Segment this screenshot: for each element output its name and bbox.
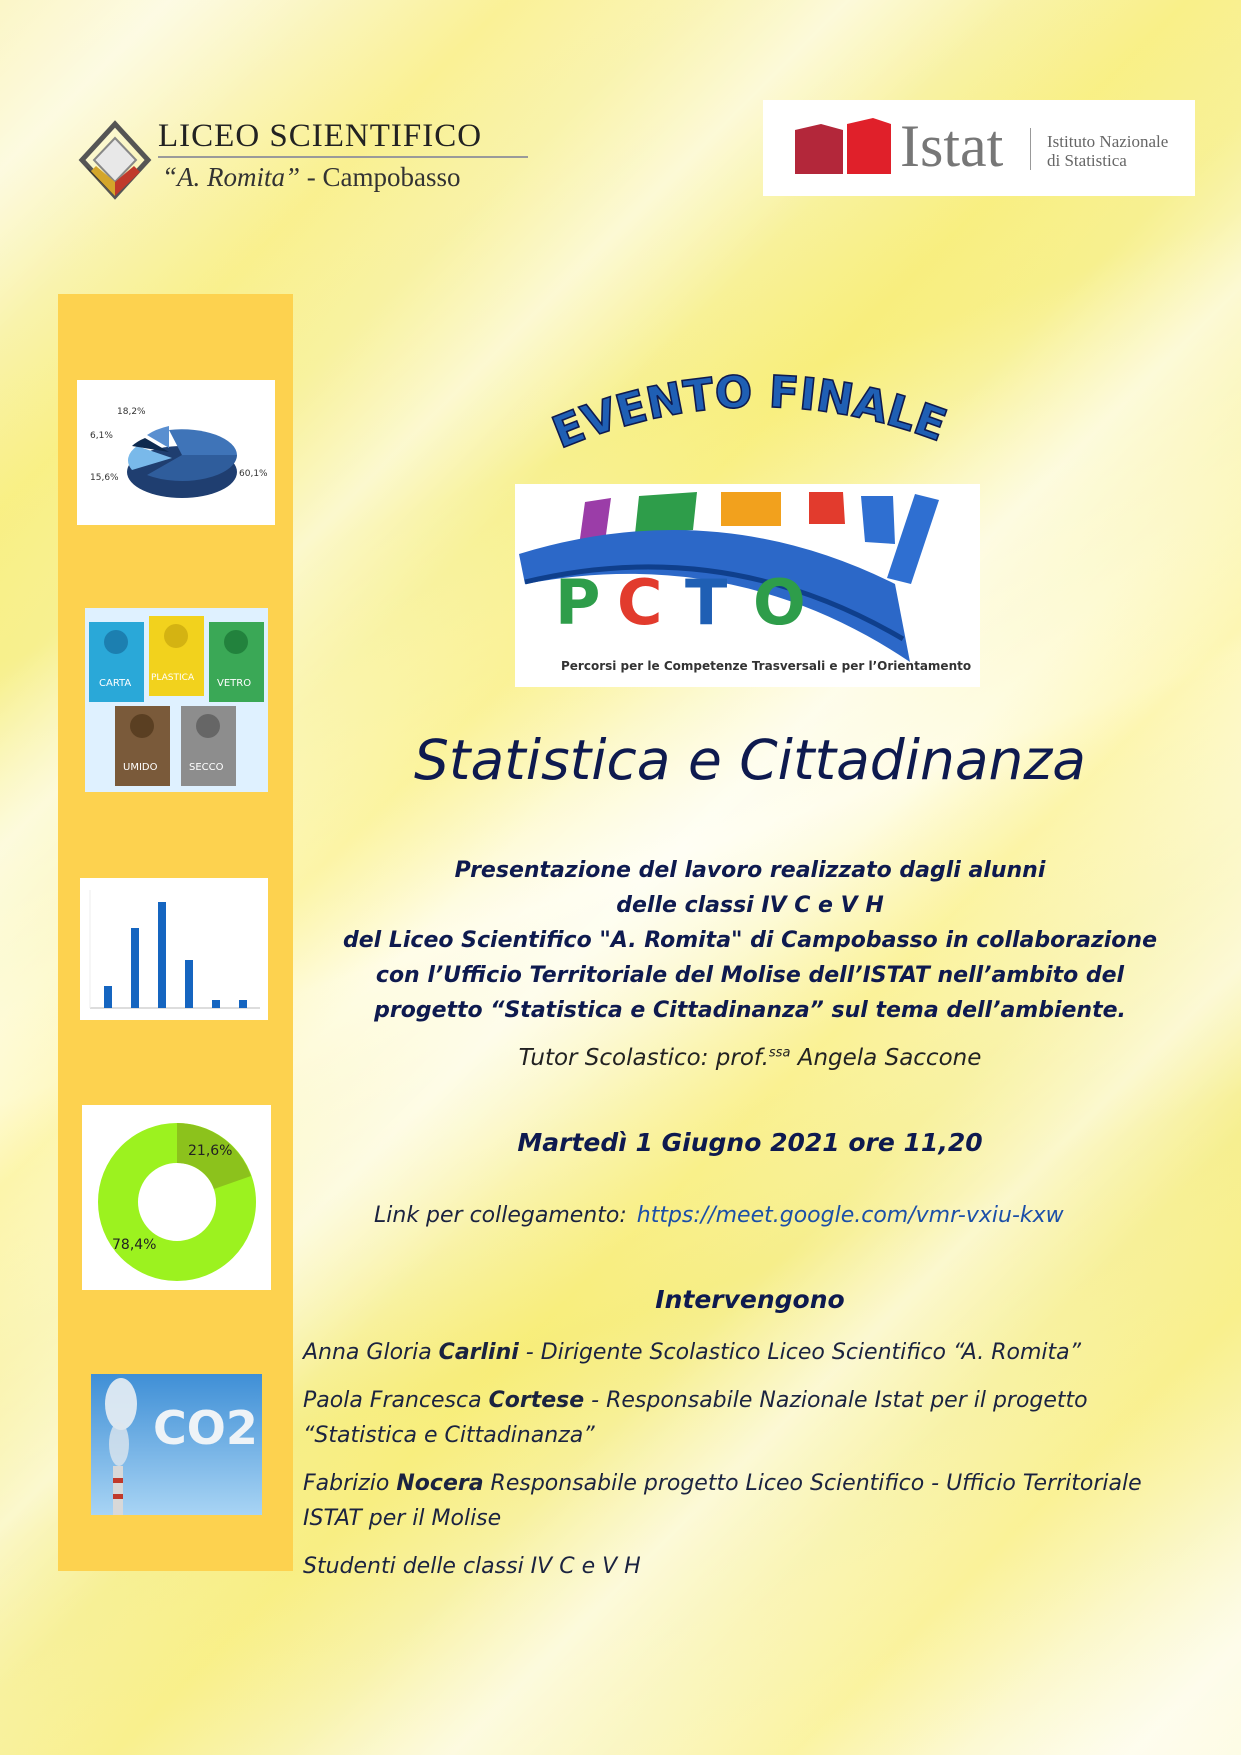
meeting-link-label: Link per collegamento: xyxy=(374,1203,627,1228)
istat-desc-line1: Istituto Nazionale xyxy=(1047,132,1169,151)
liceo-emblem-icon xyxy=(78,120,152,200)
main-title: Statistica e Cittadinanza xyxy=(414,728,1086,792)
donut-chart-graphic xyxy=(82,1105,271,1290)
istat-blocks-icon xyxy=(793,116,893,178)
speaker-role: - Dirigente Scolastico Liceo Scientifico “A. Romita” xyxy=(518,1340,1082,1365)
evento-finale-title xyxy=(530,370,970,460)
event-date: Martedì 1 Giugno 2021 ore 11,20 xyxy=(517,1128,983,1157)
speaker-role: Responsabile progetto Liceo Scientifico - Ufficio Territoriale ISTAT per il Molise xyxy=(303,1471,1142,1531)
bin-label-umido: UMIDO xyxy=(123,762,158,773)
pcto-letter-t: T xyxy=(685,566,728,639)
donut-label-2: 78,4% xyxy=(112,1237,157,1253)
evento-finale-text: EVENTO FINALE xyxy=(545,370,953,459)
bin-label-plastica: PLASTICA xyxy=(151,673,195,683)
speaker-item xyxy=(303,1549,1203,1584)
school-subtitle xyxy=(162,162,461,193)
pcto-letter-p: P xyxy=(555,566,601,639)
bar-chart-graphic xyxy=(80,878,268,1020)
meeting-link[interactable]: https://meet.google.com/vmr-vxiu-kxw xyxy=(636,1203,1064,1228)
liceo-logo xyxy=(78,120,158,200)
co2-image xyxy=(91,1374,262,1515)
pcto-graphic xyxy=(515,484,980,687)
school-subtitle-name: “A. Romita” xyxy=(162,162,301,192)
svg-text:EVENTO FINALE xyxy=(546,370,953,459)
presentation-text xyxy=(310,853,1190,1028)
school-subtitle-city: - Campobasso xyxy=(300,162,461,192)
pcto-caption: Percorsi per le Competenze Trasversali e per l’Orientamento xyxy=(561,659,972,673)
bin-label-secco: SECCO xyxy=(189,762,224,773)
speaker-first-name: Fabrizio xyxy=(303,1471,397,1496)
tutor-name: Angela Saccone xyxy=(790,1045,982,1071)
speaker-item xyxy=(303,1466,1203,1536)
donut-label-1: 21,6% xyxy=(188,1143,233,1159)
recycling-bins-image xyxy=(85,608,268,792)
bar-chart-image xyxy=(80,878,268,1020)
pie-label-3: 15,6% xyxy=(90,473,119,483)
istat-desc-line2: di Statistica xyxy=(1047,151,1127,170)
tutor-title-sup: ssa xyxy=(768,1045,791,1061)
speakers-title: Intervengono xyxy=(655,1285,845,1314)
recycling-bins-graphic xyxy=(85,608,268,792)
speaker-item xyxy=(303,1383,1203,1453)
speaker-last-name: Cortese xyxy=(488,1388,585,1413)
school-divider xyxy=(158,156,528,158)
presentation-line-4: con l’Ufficio Territoriale del Molise dell’ISTAT nell’ambito del xyxy=(375,963,1125,988)
speaker-first-name: Studenti delle classi IV C e V H xyxy=(303,1554,641,1579)
pie-chart-graphic xyxy=(77,380,275,525)
tutor-label: Tutor Scolastico: prof. xyxy=(518,1045,769,1071)
pcto-letter-c: C xyxy=(617,566,663,639)
presentation-line-2: delle classi IV C e V H xyxy=(616,893,884,918)
pcto-letter-o: O xyxy=(753,566,806,639)
school-name: LICEO SCIENTIFICO xyxy=(158,118,483,154)
bin-label-vetro: VETRO xyxy=(217,678,252,689)
speakers-list xyxy=(303,1335,1203,1597)
pie-label-4: 60,1% xyxy=(239,469,268,479)
pie-label-1: 18,2% xyxy=(117,407,146,417)
co2-graphic xyxy=(91,1374,262,1515)
bin-label-carta: CARTA xyxy=(99,678,132,689)
istat-description xyxy=(1047,132,1168,170)
pie-label-2: 6,1% xyxy=(90,431,113,441)
tutor-line xyxy=(310,1045,1190,1071)
speaker-first-name: Paola Francesca xyxy=(303,1388,489,1413)
istat-word: Istat xyxy=(900,113,1004,179)
pcto-logo xyxy=(515,484,980,687)
speaker-last-name: Nocera xyxy=(396,1471,484,1496)
istat-separator xyxy=(1030,128,1031,170)
presentation-line-1: Presentazione del lavoro realizzato dagli alunni xyxy=(454,858,1046,883)
presentation-line-5: progetto “Statistica e Cittadinanza” sul tema dell’ambiente. xyxy=(374,998,1126,1023)
presentation-line-3: del Liceo Scientifico "A. Romita" di Campobasso in collaborazione xyxy=(342,928,1157,953)
speaker-item xyxy=(303,1335,1203,1370)
speaker-role: - Responsabile Nazionale Istat per il progetto “Statistica e Cittadinanza” xyxy=(303,1388,1088,1448)
donut-chart-image xyxy=(82,1105,271,1290)
co2-text: CO2 xyxy=(153,1401,258,1455)
speaker-last-name: Carlini xyxy=(438,1340,519,1365)
pie-chart-image xyxy=(77,380,275,525)
speaker-first-name: Anna Gloria xyxy=(303,1340,439,1365)
meeting-link-line xyxy=(374,1203,1064,1228)
